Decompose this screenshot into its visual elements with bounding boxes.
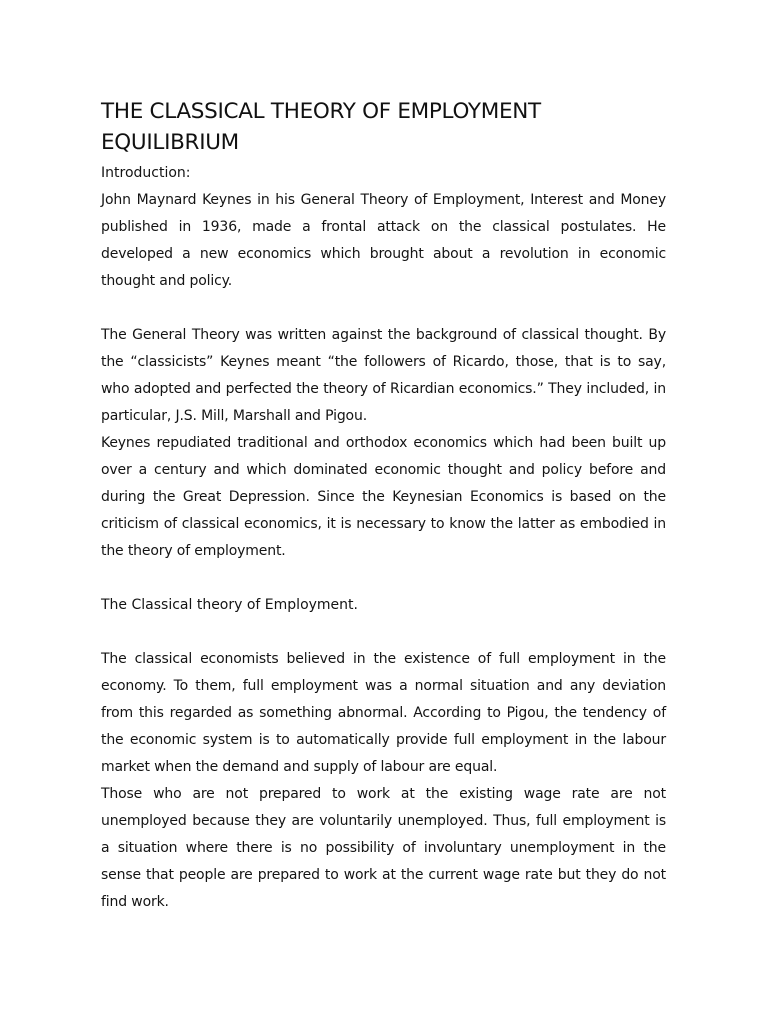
paragraph-voluntary-unemployment: Those who are not prepared to work at the existing wage rate are not unemployed because they are voluntarily unemployed. Thus, full employment is a situation where there is no possibility of involuntary unemployment in the sense that people are prepared to work at the current wage rate but they do not find work. [101, 786, 666, 910]
document-title [101, 96, 666, 158]
spacer [101, 619, 666, 646]
spacer [101, 565, 666, 592]
title-line-2: EQUILIBRIUM [101, 130, 239, 155]
title-line-1: THE CLASSICAL THEORY OF EMPLOYMENT [101, 99, 541, 124]
document-page [101, 96, 666, 916]
paragraph-general-theory: The General Theory was written against the background of classical thought. By the “classicists” Keynes meant “the followers of Ricardo, those, that is to say, who adopted and perfected the theory of Ricardian economics.” They included, in particular, J.S. Mill, Marshall and Pigou. [101, 327, 666, 424]
paragraph-full-employment: The classical economists believed in the existence of full employment in the economy. To them, full employment was a normal situation and any deviation from this regarded as something abnormal. According to Pigou, the tendency of the economic system is to automatically provide full employment in the labour market when the demand and supply of labour are equal. [101, 651, 666, 775]
spacer [101, 295, 666, 322]
section-heading: The Classical theory of Employment. [101, 597, 358, 613]
paragraph-keynes-repudiated: Keynes repudiated traditional and orthodox economics which had been built up over a century and which dominated economic thought and policy before and during the Great Depression. Since the Keynesian Economics is based on the criticism of classical economics, it is necessary to know the latter as embodied in the theory of employment. [101, 435, 666, 559]
paragraph-intro: John Maynard Keynes in his General Theory of Employment, Interest and Money published in 1936, made a frontal attack on the classical postulates. He developed a new economics which brought about a revolution in economic thought and policy. [101, 192, 666, 289]
introduction-heading: Introduction: [101, 165, 191, 181]
